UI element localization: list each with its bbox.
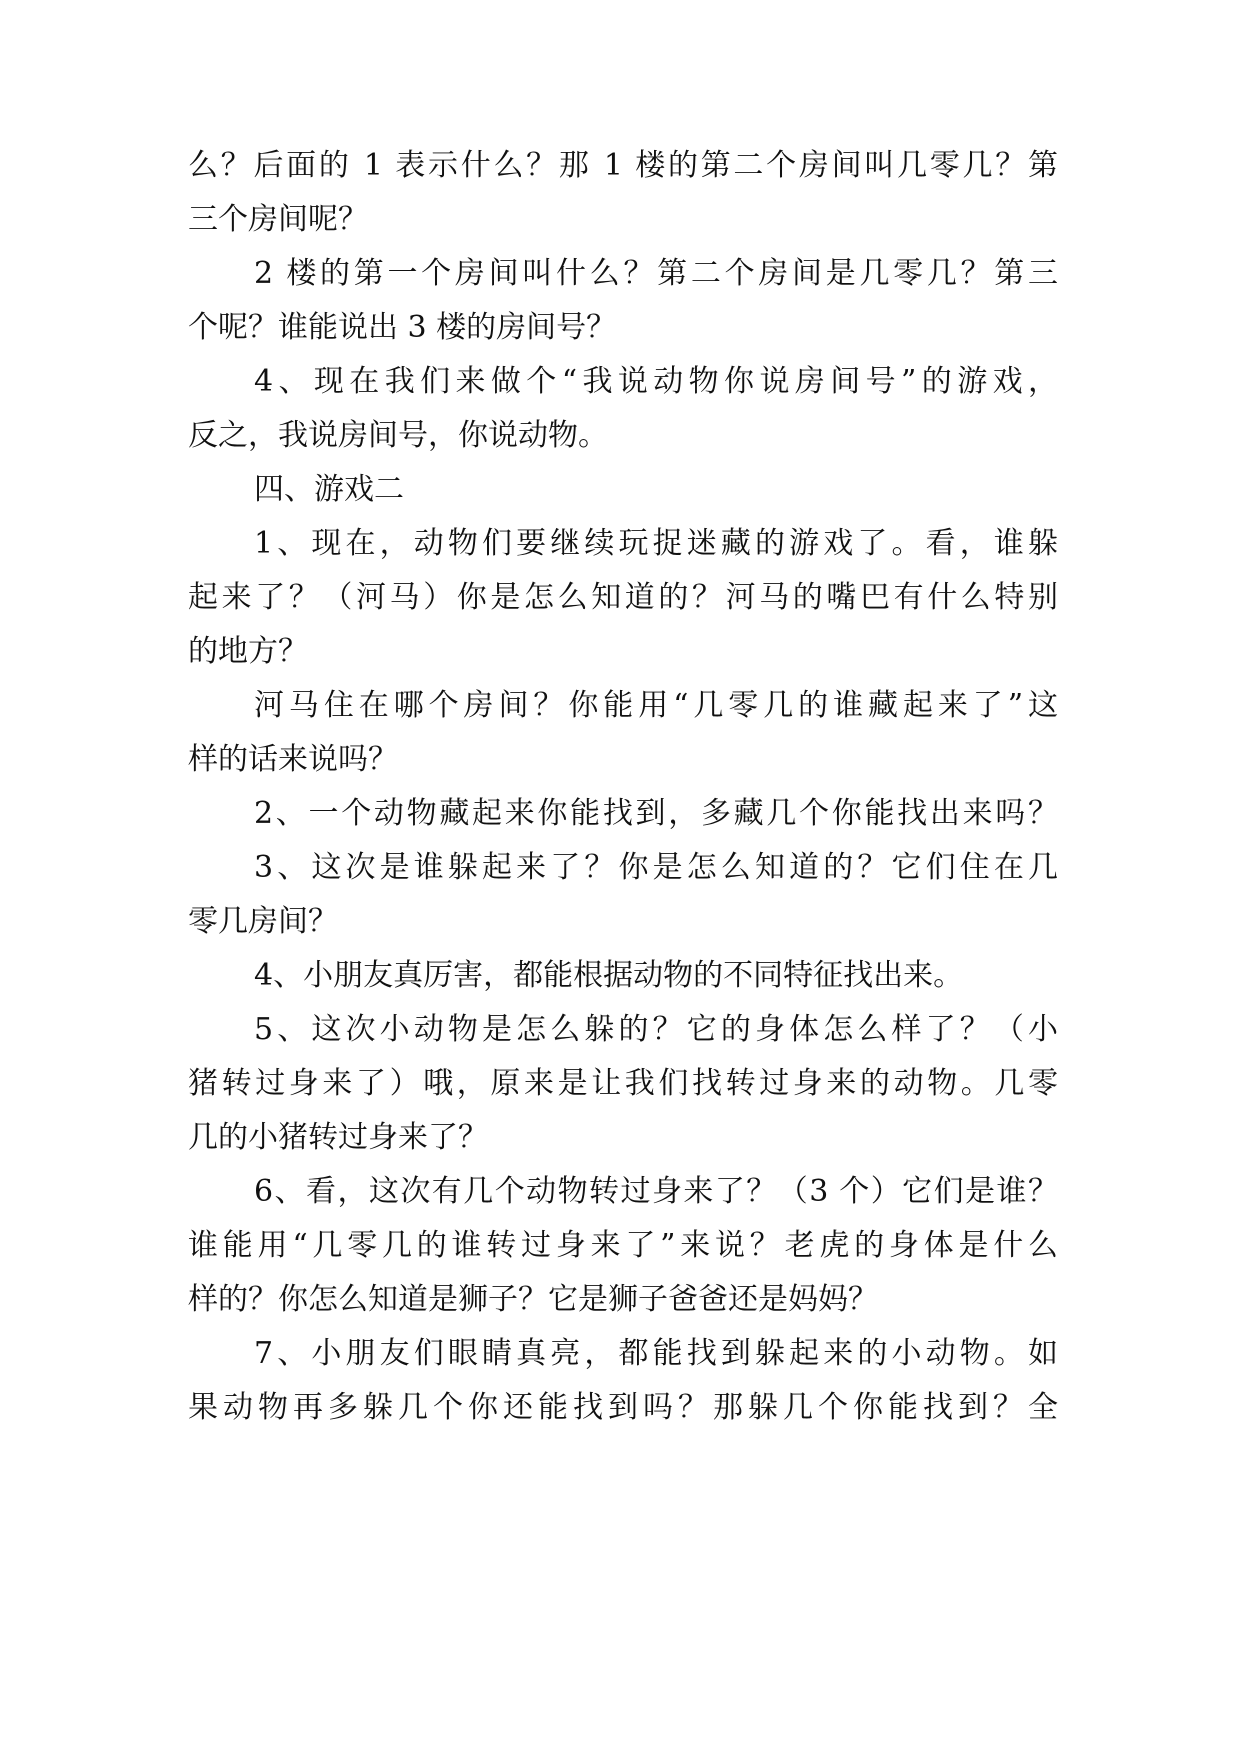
text-line: 果动物再多躲几个你还能找到吗？那躲几个你能找到？全	[188, 1390, 1058, 1425]
text-line: 样的话来说吗？	[188, 742, 398, 777]
text-line: 4、现在我们来做个“我说动物你说房间号”的游戏，	[254, 364, 1058, 399]
text-line: 的地方？	[188, 634, 308, 669]
text-line: 3、这次是谁躲起来了？你是怎么知道的？它们住在几	[254, 850, 1058, 885]
text-line: 猪转过身来了）哦，原来是让我们找转过身来的动物。几零	[188, 1066, 1058, 1101]
text-line: 谁能用“几零几的谁转过身来了”来说？老虎的身体是什么	[188, 1228, 1058, 1263]
text-line: 6、看，这次有几个动物转过身来了？（3 个）它们是谁？	[254, 1174, 1058, 1209]
text-line: 样的？你怎么知道是狮子？它是狮子爸爸还是妈妈？	[188, 1282, 878, 1317]
text-line: 个呢？谁能说出 3 楼的房间号？	[188, 310, 617, 345]
text-line: 河马住在哪个房间？你能用“几零几的谁藏起来了”这	[254, 688, 1058, 723]
text-line: 2 楼的第一个房间叫什么？第二个房间是几零几？第三	[254, 256, 1058, 291]
text-line: 零几房间？	[188, 904, 338, 939]
text-line: 反之，我说房间号，你说动物。	[188, 418, 608, 453]
text-line: 7、小朋友们眼睛真亮，都能找到躲起来的小动物。如	[254, 1336, 1058, 1371]
text-line: 1、现在，动物们要继续玩捉迷藏的游戏了。看，谁躲	[254, 526, 1058, 561]
text-line: 起来了？（河马）你是怎么知道的？河马的嘴巴有什么特别	[188, 580, 1058, 615]
section-heading: 四、游戏二	[254, 472, 404, 507]
text-line: 2、一个动物藏起来你能找到，多藏几个你能找出来吗？	[254, 796, 1058, 831]
text-line: 4、小朋友真厉害，都能根据动物的不同特征找出来。	[254, 958, 964, 993]
text-line: 几的小猪转过身来了？	[188, 1120, 488, 1155]
text-line: 5、这次小动物是怎么躲的？它的身体怎么样了？（小	[254, 1012, 1058, 1047]
text-line: 么？后面的 1 表示什么？那 1 楼的第二个房间叫几零几？第	[188, 148, 1058, 183]
text-line: 三个房间呢？	[188, 202, 368, 237]
